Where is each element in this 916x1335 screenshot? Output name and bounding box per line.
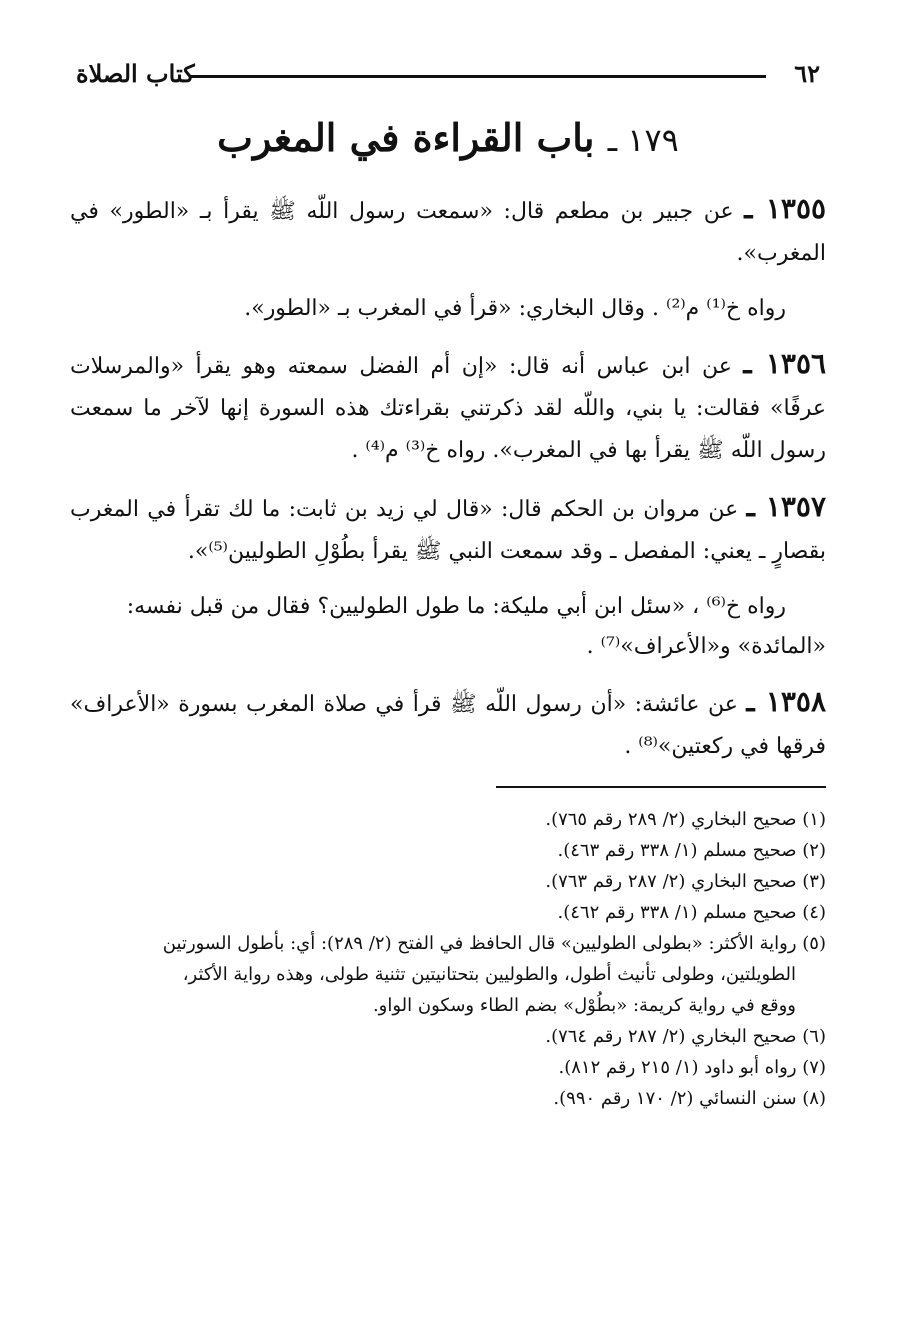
footnote: (١) صحيح البخاري (٢/ ٢٨٩ رقم ٧٦٥). [545, 809, 826, 830]
hadith-attribution: رواه خ⁽¹⁾ م⁽²⁾ . وقال البخاري: «قرأ في المغرب بـ «الطور». [244, 296, 786, 321]
hadith-number: ١٣٥٥ ـ [744, 192, 827, 225]
running-header [70, 50, 826, 94]
footnote: (٤) صحيح مسلم (١/ ٣٣٨ رقم ٤٦٢). [557, 902, 826, 923]
footnote: (٢) صحيح مسلم (١/ ٣٣٨ رقم ٤٦٣). [557, 840, 826, 861]
hadith-number: ١٣٥٦ ـ [743, 347, 827, 380]
hadith-attribution-continued: «المائدة» و«الأعراف»⁽⁷⁾ . [586, 634, 826, 659]
hadith-1355 [70, 188, 826, 275]
footnote-separator [496, 786, 826, 788]
hadith-attribution: رواه خ⁽⁶⁾ ، «سئل ابن أبي مليكة: ما طول الطوليين؟ فقال من قبل نفسه: [126, 594, 786, 619]
book-page [70, 50, 826, 1114]
chapter-title [70, 114, 826, 164]
footnote: (٧) رواه أبو داود (١/ ٢١٥ رقم ٨١٢). [558, 1057, 826, 1078]
chapter-number: ١٧٩ ـ [607, 121, 679, 159]
page-number: ٦٢ [794, 59, 820, 88]
hadith-number: ١٣٥٨ ـ [746, 685, 826, 718]
footnote-continued: الطويلتين، وطولى تأنيث أطول، والطوليين بتحتانيتين تثنية طولى، وهذه رواية الأكثر، [182, 964, 796, 985]
hadith-text: عن ابن عباس أنه قال: «إن أم الفضل سمعته وهو يقرأ «والمرسلات عرفًا» فقالت: يا بني، واللّه لقد ذكرتني بقراءتك هذه السورة إنها لآخر ما سمعت رسول اللّه ﷺ يقرأ بها في المغرب». رواه خ⁽³⁾ م⁽⁴⁾ . [70, 354, 826, 463]
header-rule [190, 75, 766, 78]
footnote: (٨) سنن النسائي (٢/ ١٧٠ رقم ٩٩٠). [553, 1088, 826, 1109]
footnote-continued: ووقع في رواية كريمة: «بطُوْل» بضم الطاء وسكون الواو. [372, 995, 796, 1016]
hadith-text: عن عائشة: «أن رسول اللّه ﷺ قرأ في صلاة المغرب بسورة «الأعراف» فرقها في ركعتين»⁽⁸⁾ . [70, 692, 826, 759]
hadith-text: عن جبير بن مطعم قال: «سمعت رسول اللّه ﷺ يقرأ بـ «الطور» في المغرب». [70, 199, 826, 266]
hadith-1356 [70, 343, 826, 472]
book-title: كتاب الصلاة [76, 59, 195, 88]
hadith-1357 [70, 486, 826, 573]
hadith-text: عن مروان بن الحكم قال: «قال لي زيد بن ثابت: ما لك تقرأ في المغرب بقصارٍ ـ يعني: المفصل ـ وقد سمعت النبي ﷺ يقرأ بطُوْلِ الطوليين⁽⁵⁾». [70, 497, 826, 564]
chapter-title-text: باب القراءة في المغرب [217, 115, 595, 160]
footnotes-list [70, 804, 826, 1114]
footnote: (٥) رواية الأكثر: «بطولى الطوليين» قال الحافظ في الفتح (٢/ ٢٨٩): أي: بأطول السورتين [162, 933, 826, 954]
hadith-1358 [70, 681, 826, 768]
footnote: (٣) صحيح البخاري (٢/ ٢٨٧ رقم ٧٦٣). [545, 871, 826, 892]
hadith-number: ١٣٥٧ ـ [746, 490, 826, 523]
footnote: (٦) صحيح البخاري (٢/ ٢٨٧ رقم ٧٦٤). [545, 1026, 826, 1047]
